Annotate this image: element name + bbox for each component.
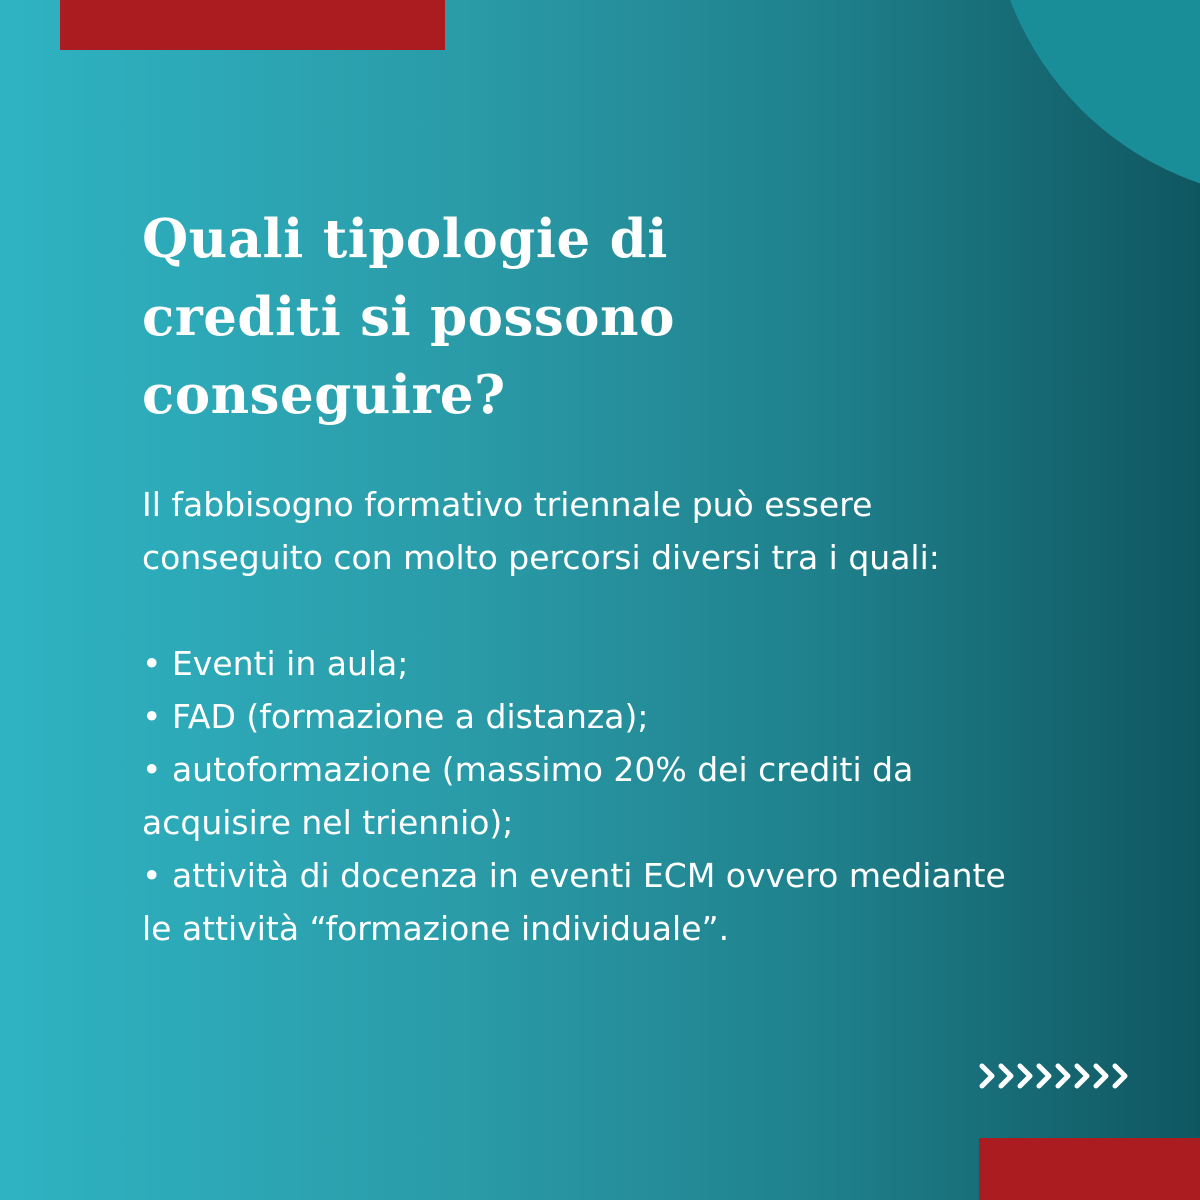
bottom-accent-bar: [979, 1138, 1200, 1200]
chevron-right-icon: [1035, 1056, 1054, 1096]
chevron-right-icon: [1092, 1056, 1111, 1096]
title-line-1: Quali tipologie di: [142, 208, 668, 270]
intro-line-1: Il fabbisogno formativo triennale può essere: [142, 485, 873, 524]
title-line-3: conseguire?: [142, 364, 506, 426]
chevron-right-icon: [1073, 1056, 1092, 1096]
corner-circle-decoration: [990, 0, 1200, 200]
bullet-item-3-line-1: • autoformazione (massimo 20% dei crediti da: [142, 750, 914, 789]
intro-line-2: conseguito con molto percorsi diversi tra i quali:: [142, 538, 940, 577]
chevron-right-icon: [1111, 1056, 1130, 1096]
bullet-item-3-line-2: acquisire nel triennio);: [142, 803, 514, 842]
chevron-right-icon: [978, 1056, 997, 1096]
bullet-item-4-line-2: le attività “formazione individuale”.: [142, 909, 730, 948]
top-accent-bar: [60, 0, 445, 50]
bullet-item-4-line-1: • attività di docenza in eventi ECM ovvero mediante: [142, 856, 1006, 895]
chevron-right-icon: [1054, 1056, 1073, 1096]
title-line-2: crediti si possono: [142, 286, 675, 348]
body-text: [142, 478, 1152, 955]
chevron-right-icon: [997, 1056, 1016, 1096]
bullet-item-2: • FAD (formazione a distanza);: [142, 697, 649, 736]
chevron-right-icon: [1016, 1056, 1035, 1096]
page-title: [142, 200, 782, 434]
bullet-item-1: • Eventi in aula;: [142, 644, 409, 683]
paragraph-gap: [142, 584, 1152, 637]
chevrons-right-icon[interactable]: [978, 1056, 1134, 1096]
